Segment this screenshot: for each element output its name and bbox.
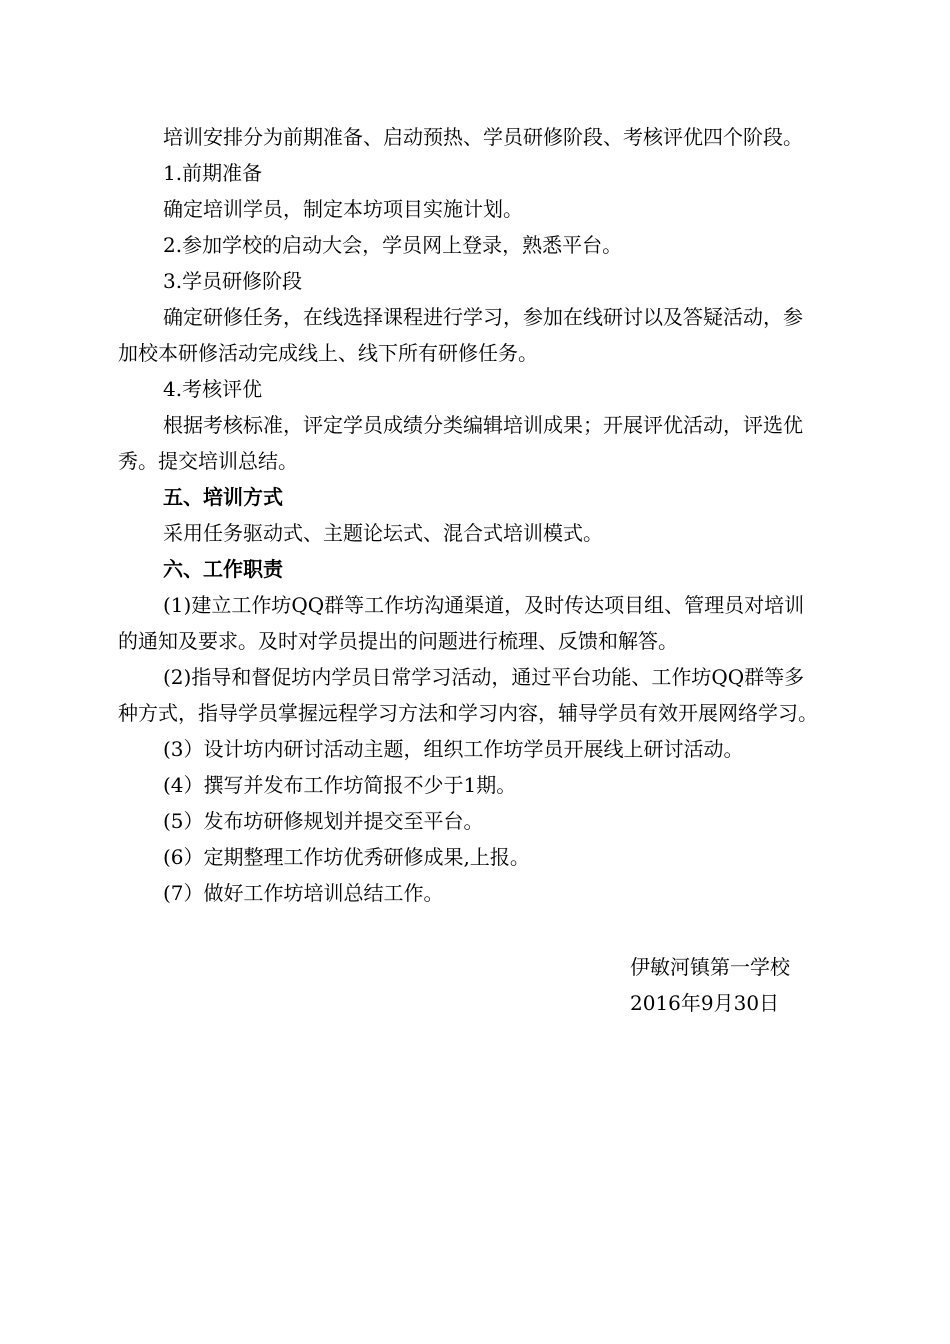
duty-6: (6）定期整理工作坊优秀研修成果,上报。	[163, 845, 530, 869]
duty-7: (7）做好工作坊培训总结工作。	[163, 881, 444, 905]
duty-2-line1: (2)指导和督促坊内学员日常学习活动，通过平台功能、工作坊QQ群等多	[163, 665, 805, 689]
item-3-text-line1: 确定研修任务，在线选择课程进行学习，参加在线研讨以及答疑活动，参	[163, 305, 803, 329]
duty-1-line1: (1)建立工作坊QQ群等工作坊沟通渠道，及时传达项目组、管理员对培训	[163, 593, 805, 617]
paragraph-intro: 培训安排分为前期准备、启动预热、学员研修阶段、考核评优四个阶段。	[163, 125, 803, 149]
item-4-heading: 4.考核评优	[163, 377, 263, 401]
section-6-title: 六、工作职责	[163, 557, 283, 581]
duty-1-line2: 的通知及要求。及时对学员提出的问题进行梳理、反馈和解答。	[118, 629, 678, 653]
duty-5: (5）发布坊研修规划并提交至平台。	[163, 809, 484, 833]
duty-2-line2: 种方式，指导学员掌握远程学习方法和学习内容，辅导学员有效开展网络学习。	[118, 701, 818, 725]
section-5-text: 采用任务驱动式、主题论坛式、混合式培训模式。	[163, 521, 603, 545]
duty-4: (4）撰写并发布工作坊简报不少于1期。	[163, 773, 517, 797]
signature-date: 2016年9月30日	[630, 991, 780, 1015]
item-1-text: 确定培训学员，制定本坊项目实施计划。	[163, 197, 523, 221]
signature-org: 伊敏河镇第一学校	[630, 955, 790, 979]
item-4-text-line2: 秀。提交培训总结。	[118, 449, 298, 473]
item-4-text-line1: 根据考核标准，评定学员成绩分类编辑培训成果；开展评优活动，评选优	[163, 413, 803, 437]
item-3-text-line2: 加校本研修活动完成线上、线下所有研修任务。	[118, 341, 538, 365]
section-5-title: 五、培训方式	[163, 485, 283, 509]
item-3-heading: 3.学员研修阶段	[163, 269, 303, 293]
item-1-heading: 1.前期准备	[163, 161, 263, 185]
duty-3: (3）设计坊内研讨活动主题，组织工作坊学员开展线上研讨活动。	[163, 737, 744, 761]
item-2-text: 2.参加学校的启动大会，学员网上登录，熟悉平台。	[163, 233, 623, 257]
